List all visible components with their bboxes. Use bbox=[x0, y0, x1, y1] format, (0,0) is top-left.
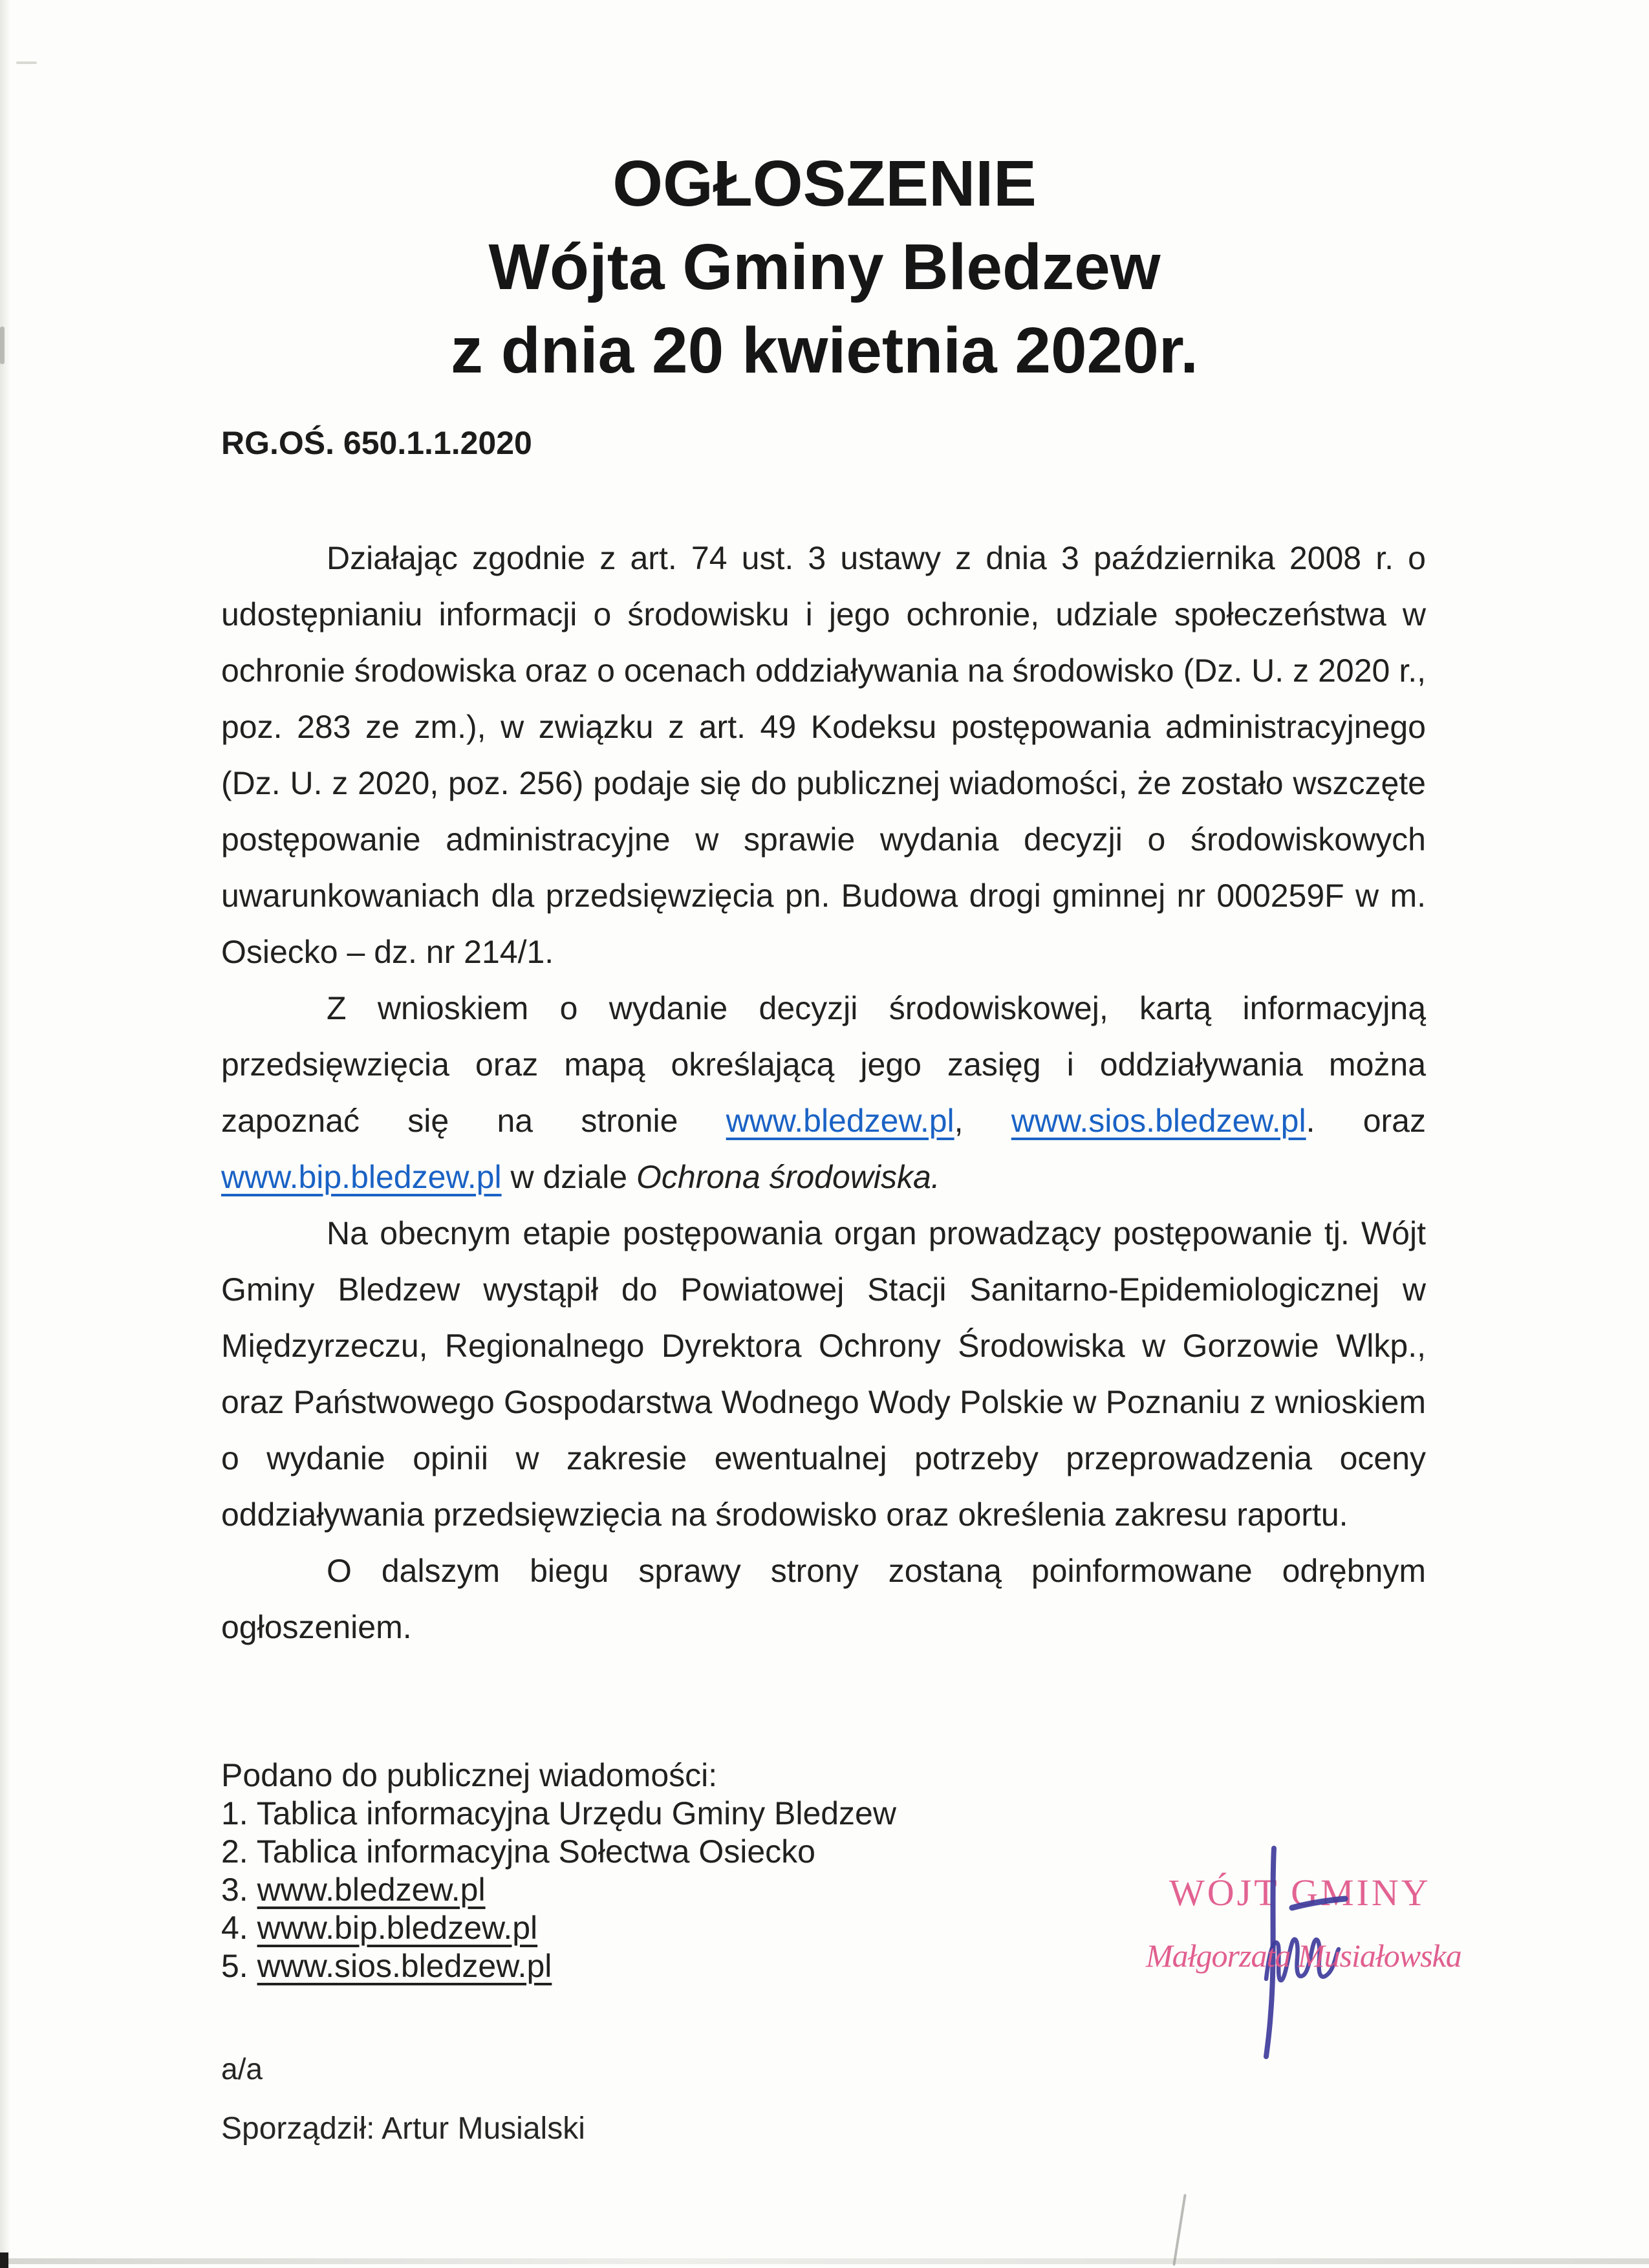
file-note: a/a bbox=[221, 2052, 263, 2086]
document-title bbox=[0, 142, 1649, 393]
stamp-office-title: WÓJT GMINY bbox=[1169, 1872, 1431, 1914]
text-segment: 4. bbox=[221, 1910, 257, 1946]
url-link[interactable]: www.sios.bledzew.pl bbox=[257, 1948, 552, 1984]
text-segment: Na obecnym etapie postępowania organ prowadzący postępowanie tj. Wójt Gminy Bledzew wystąpił do Powiatowej Stacji Sanitarno-Epidemiologicznej w Międzyrzeczu, Regionalnego Dyrektora Ochrony Środowiska w Gorzowie Wlkp., oraz Państwowego Gospodarstwa Wodnego Wody Polskie w Poznaniu z wnioskiem o wydanie opinii w zakresie ewentualnej potrzeby przeprowadzenia oceny oddziaływania przedsięwzięcia na środowisko oraz określenia zakresu raportu. bbox=[221, 1215, 1426, 1533]
scan-artifact bbox=[1172, 2194, 1186, 2265]
paragraph-3 bbox=[221, 1205, 1426, 1543]
document-body bbox=[221, 530, 1426, 1656]
url-link[interactable]: www.sios.bledzew.pl bbox=[1011, 1103, 1306, 1139]
url-link[interactable]: www.bip.bledzew.pl bbox=[257, 1910, 538, 1946]
text-segment: . oraz bbox=[1306, 1103, 1426, 1139]
text-segment: w dziale bbox=[501, 1159, 637, 1195]
text-segment: Z wnioskiem o wydanie decyzji środowiskowej, kartą informacyjną przedsięwzięcia oraz mapą określającą jego zasięg i oddziaływania można zapoznać się na stronie bbox=[221, 990, 1426, 1139]
title-line-3: z dnia 20 kwietnia 2020r. bbox=[450, 314, 1199, 387]
text-segment: 3. bbox=[221, 1872, 257, 1908]
title-line-2: Wójta Gminy Bledzew bbox=[488, 231, 1161, 303]
url-link[interactable]: www.bledzew.pl bbox=[726, 1103, 954, 1139]
text-segment: 5. bbox=[221, 1948, 257, 1984]
text-segment: 2. Tablica informacyjna Sołectwa Osiecko bbox=[221, 1833, 815, 1870]
stamp-name: Małgorzata Musiałowska bbox=[1146, 1938, 1461, 1974]
scan-smudge bbox=[0, 2258, 1649, 2264]
scan-artifact bbox=[16, 61, 37, 64]
text-segment: 1. Tablica informacyjna Urzędu Gminy Bledzew bbox=[221, 1795, 896, 1831]
italic-text: Ochrona środowiska. bbox=[636, 1159, 940, 1195]
text-segment: Działając zgodnie z art. 74 ust. 3 ustawy z dnia 3 października 2008 r. o udostępnianiu informacji o środowisku i jego ochronie, udziale społeczeństwa w ochronie środowiska oraz o ocenach oddziaływania na środowisko (Dz. U. z 2020 r., poz. 283 ze zm.), w związku z art. 49 Kodeksu postępowania administracyjnego (Dz. U. z 2020, poz. 256) podaje się do publicznej wiadomości, że zostało wszczęte postępowanie administracyjne w sprawie wydania decyzji o środowiskowych uwarunkowaniach dla przedsięwzięcia pn. Budowa drogi gminnej nr 000259F w m. Osiecko – dz. nr 214/1. bbox=[221, 540, 1426, 970]
distribution-heading: Podano do publicznej wiadomości: bbox=[221, 1757, 718, 1793]
title-line-1: OGŁOSZENIE bbox=[612, 147, 1037, 220]
url-link[interactable]: www.bledzew.pl bbox=[257, 1872, 486, 1908]
paragraph-4 bbox=[221, 1543, 1426, 1656]
scan-artifact bbox=[0, 2252, 8, 2268]
paragraph-2 bbox=[221, 980, 1426, 1205]
prepared-by: Sporządził: Artur Musialski bbox=[221, 2111, 585, 2146]
text-segment: , bbox=[954, 1103, 1011, 1139]
list-item bbox=[221, 1795, 1426, 1833]
paragraph-1 bbox=[221, 530, 1426, 980]
reference-number: RG.OŚ. 650.1.1.2020 bbox=[221, 425, 532, 461]
url-link[interactable]: www.bip.bledzew.pl bbox=[221, 1159, 502, 1195]
text-segment: O dalszym biegu sprawy strony zostaną poinformowane odrębnym ogłoszeniem. bbox=[221, 1553, 1426, 1645]
